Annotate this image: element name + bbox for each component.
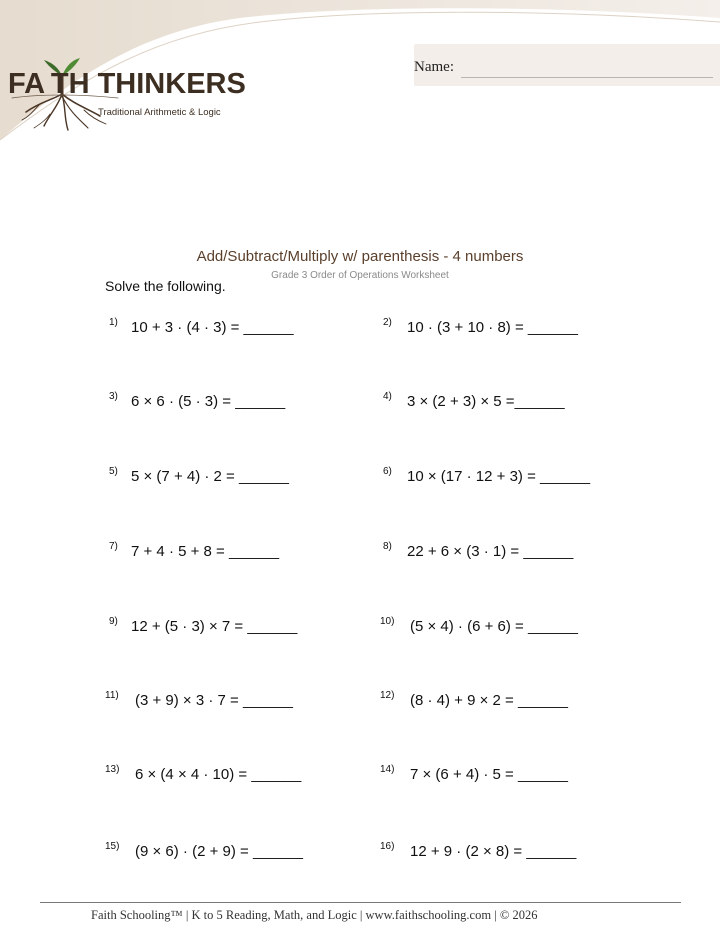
problem-expression: 7 + 4 · 5 + 8 = ______ — [131, 543, 280, 560]
problem-expression: (9 × 6) · (2 + 9) = ______ — [135, 843, 304, 860]
problem-number: 16) — [380, 841, 395, 852]
worksheet-subtitle: Grade 3 Order of Operations Worksheet — [271, 270, 449, 281]
problem-expression: 22 + 6 × (3 · 1) = ______ — [407, 543, 574, 560]
worksheet-title: Add/Subtract/Multiply w/ parenthesis - 4 numbers — [196, 248, 524, 265]
problem-number: 14) — [380, 764, 395, 775]
problem-number: 11) — [105, 690, 119, 701]
problem-number: 12) — [380, 690, 395, 701]
problem-expression: (5 × 4) · (6 + 6) = ______ — [410, 618, 579, 635]
name-box — [414, 44, 720, 86]
problem-expression: (3 + 9) × 3 · 7 = ______ — [135, 692, 294, 709]
problem-expression: 10 · (3 + 10 · 8) = ______ — [407, 319, 578, 336]
instructions: Solve the following. — [105, 278, 226, 294]
problem-number: 6) — [383, 466, 392, 477]
problem-expression: 6 × 6 · (5 · 3) = ______ — [131, 393, 286, 410]
problem-expression: 10 + 3 · (4 · 3) = ______ — [131, 319, 294, 336]
problem-number: 10) — [380, 616, 395, 627]
problem-expression: 12 + 9 · (2 × 8) = ______ — [410, 843, 577, 860]
logo-word-b: TH THINKERS — [50, 68, 246, 100]
problem-number: 4) — [383, 391, 392, 402]
problem-number: 8) — [383, 541, 392, 552]
logo-tagline: Traditional Arithmetic & Logic — [98, 107, 221, 118]
problem-expression: 7 × (6 + 4) · 5 = ______ — [410, 766, 569, 783]
problem-expression: 6 × (4 × 4 · 10) = ______ — [135, 766, 302, 783]
name-label: Name: — [414, 59, 454, 75]
problem-expression: 3 × (2 + 3) × 5 =______ — [407, 393, 565, 410]
problem-number: 7) — [109, 541, 118, 552]
footer-text: Faith Schooling™ | K to 5 Reading, Math, and Logic | www.faithschooling.com | © 2026 — [91, 908, 538, 922]
problem-number: 5) — [109, 466, 118, 477]
logo-word-a: FA — [8, 68, 46, 100]
problem-number: 15) — [105, 841, 120, 852]
name-input-line[interactable] — [461, 77, 713, 78]
problem-number: 3) — [109, 391, 118, 402]
footer-divider — [40, 902, 681, 903]
problem-expression: 12 + (5 · 3) × 7 = ______ — [131, 618, 298, 635]
logo-wordmark — [8, 68, 246, 101]
problem-expression: 5 × (7 + 4) · 2 = ______ — [131, 468, 290, 485]
problem-number: 2) — [383, 317, 392, 328]
problem-expression: (8 · 4) + 9 × 2 = ______ — [410, 692, 569, 709]
problem-number: 13) — [105, 764, 120, 775]
problem-expression: 10 × (17 · 12 + 3) = ______ — [407, 468, 591, 485]
logo — [0, 28, 250, 118]
problem-number: 1) — [109, 317, 118, 328]
problem-number: 9) — [109, 616, 118, 627]
